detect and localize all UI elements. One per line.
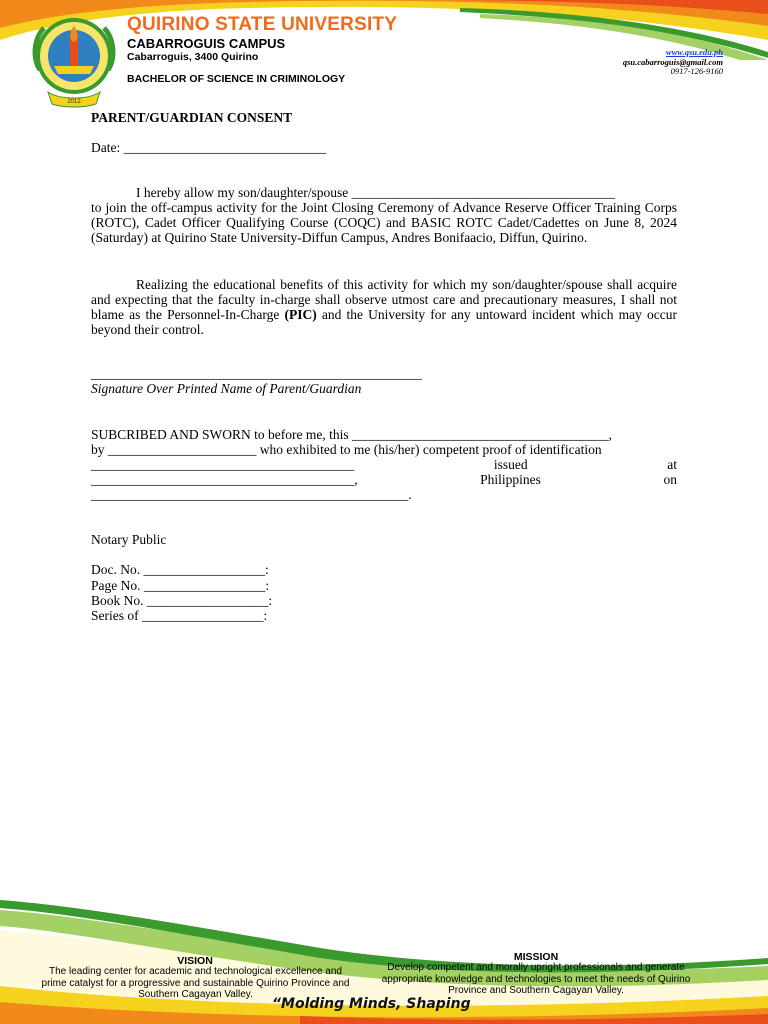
consent-paragraph-first-line: I hereby allow my son/daughter/spouse _______________________________________ — [136, 185, 615, 200]
sworn-line-1-text: SUBCRIBED AND SWORN to before me, this ______________________________________, — [91, 427, 612, 442]
waiver-paragraph — [91, 277, 677, 337]
waiver-text-b: and the University for any untoward incident which may occur beyond their control. — [91, 307, 677, 337]
consent-paragraph — [91, 185, 677, 245]
sworn-line-4 — [91, 472, 677, 488]
campus-name: CABARROGUIS CAMPUS — [127, 36, 286, 51]
date-line: Date: ______________________________ — [91, 140, 327, 155]
at-label: at — [667, 457, 677, 472]
on-label: on — [663, 472, 677, 487]
sworn-line-5: _______________________________________________. — [91, 487, 412, 502]
website-link[interactable]: www.qsu.edu.ph — [665, 47, 723, 57]
notary-public-label: Notary Public — [91, 532, 167, 547]
tagline: “Molding Minds, Shaping — [272, 996, 471, 1012]
phone-number: 0917-126-9160 — [670, 66, 723, 76]
waiver-text-a: Realizing the educational benefits of this activity for which my son/daughter/spouse shall acquire and expecting that the faculty in-charge shall observe utmost care and precautionary measures, I shall not blame as the Personnel-In-Charge — [91, 277, 677, 322]
doc-no-line: Doc. No. __________________: — [91, 562, 269, 577]
mission-title: MISSION — [513, 951, 559, 963]
mission-text: Develop competent and morally upright professionals and generate appropriate knowledge and technologies to meet the needs of Quirino Province and Southern Cagayan Valley. — [381, 962, 691, 996]
university-seal-logo — [26, 8, 122, 112]
philippines-label: Philippines — [480, 472, 541, 487]
signature-caption: Signature Over Printed Name of Parent/Guardian — [91, 381, 362, 396]
book-no-line: Book No. __________________: — [91, 593, 273, 608]
issued-label: issued — [493, 457, 528, 472]
pic-label: (PIC) — [284, 307, 317, 322]
sworn-line-2-text: by ______________________ who exhibited to me (his/her) competent proof of identification — [91, 442, 602, 457]
email-address: qsu.cabarroguis@gmail.com — [622, 56, 723, 67]
svg-text:2012: 2012 — [67, 99, 81, 105]
sworn-line-4-blank: _______________________________________, — [91, 472, 358, 487]
signature-line: _________________________________________________ — [91, 366, 422, 381]
contact-block — [623, 48, 723, 77]
series-of-line: Series of __________________: — [91, 608, 268, 623]
program-name: BACHELOR OF SCIENCE IN CRIMINOLOGY — [127, 73, 346, 85]
sworn-line-1 — [91, 427, 677, 443]
page-no-line: Page No. __________________: — [91, 578, 270, 593]
vision-text: The leading center for academic and technological excellence and prime catalyst for a progressive and sustainable Quirino Province and Southern Cagayan Valley. — [41, 966, 350, 1000]
sworn-line-2 — [91, 442, 677, 458]
sworn-line-3 — [91, 457, 677, 473]
sworn-line-3-blank: _______________________________________ — [91, 457, 355, 472]
university-name: QUIRINO STATE UNIVERSITY — [127, 14, 398, 35]
campus-address: Cabarroguis, 3400 Quirino — [127, 51, 259, 63]
consent-paragraph-rest: to join the off-campus activity for the Joint Closing Ceremony of Advance Reserve Officer Training Corps (ROTC), Cadet Officer Qualifying Course (COQC) and BASIC ROTC Cadet/Cadettes on June 8, 2024 (Saturday) at Quirino State University-Diffun Campus, Andres Bonifaacio, Diffun, Quirino. — [91, 200, 677, 245]
document-title: PARENT/GUARDIAN CONSENT — [91, 110, 293, 125]
vision-title: VISION — [177, 955, 213, 967]
